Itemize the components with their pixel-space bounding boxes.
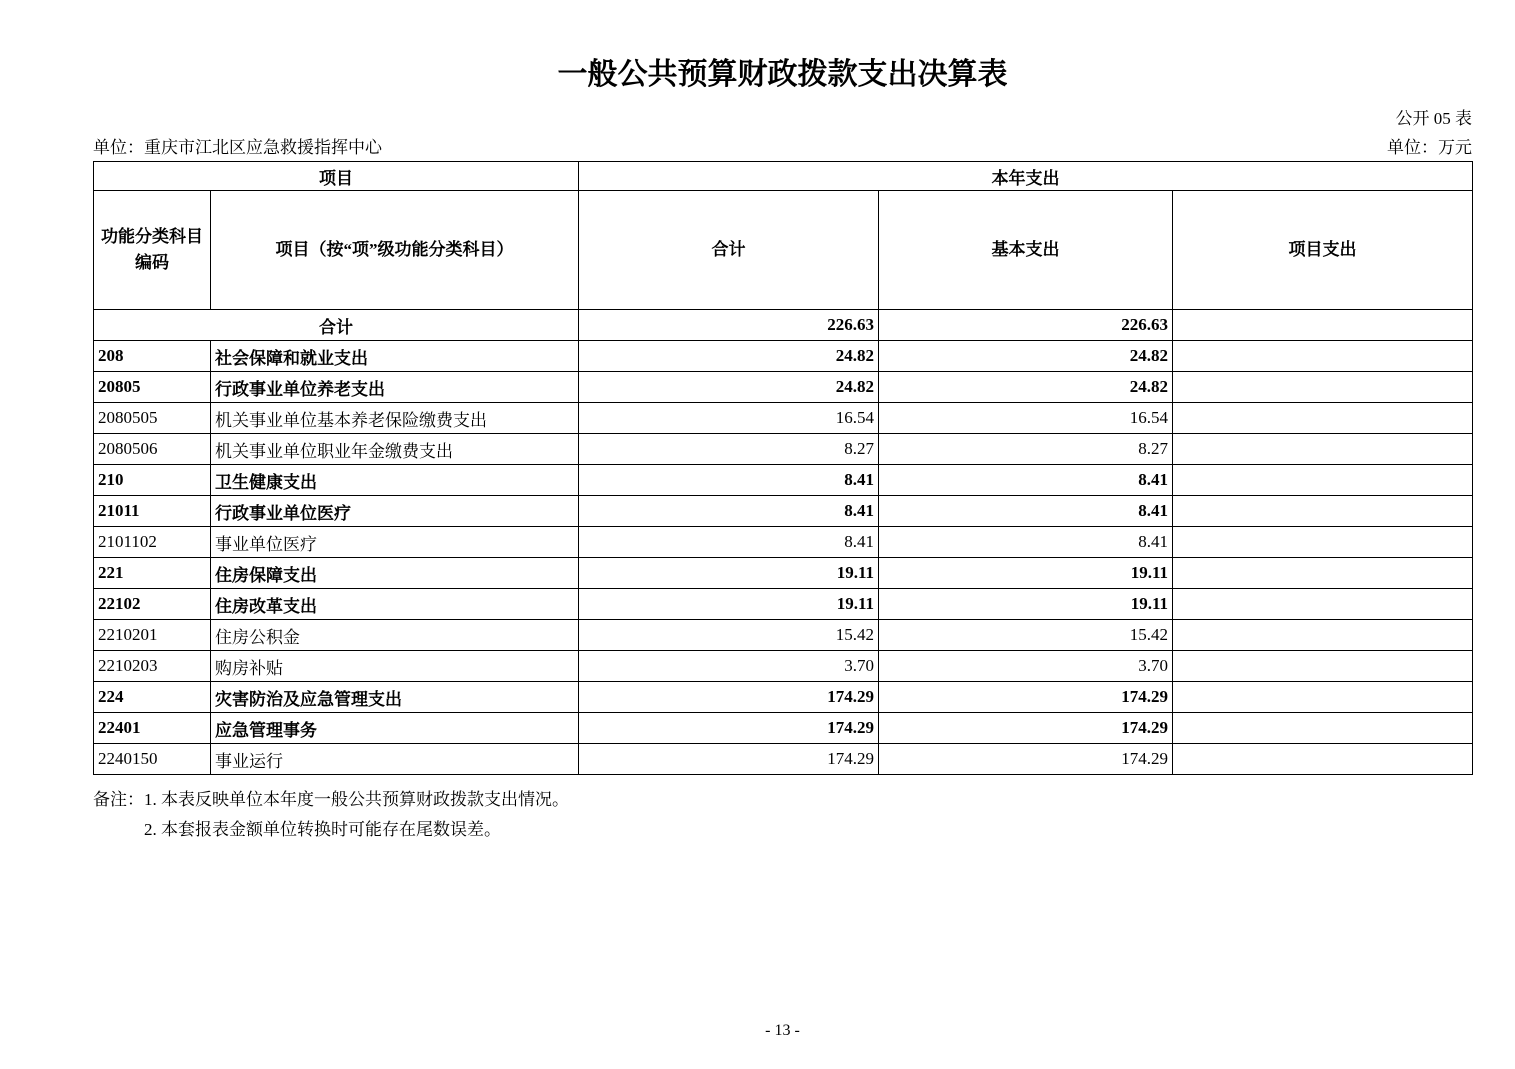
project-cell (1173, 744, 1473, 775)
code-cell: 22401 (94, 713, 211, 744)
total-cell: 24.82 (579, 372, 879, 403)
item-cell: 机关事业单位基本养老保险缴费支出 (211, 403, 579, 434)
basic-cell: 8.41 (879, 496, 1173, 527)
total-cell: 24.82 (579, 341, 879, 372)
item-cell: 行政事业单位医疗 (211, 496, 579, 527)
footnotes (93, 785, 1472, 845)
item-cell: 社会保障和就业支出 (211, 341, 579, 372)
total-cell: 19.11 (579, 589, 879, 620)
project-cell (1173, 310, 1473, 341)
basic-cell: 24.82 (879, 341, 1173, 372)
table-row (94, 465, 1473, 496)
document-page (93, 0, 1472, 1069)
code-cell: 22102 (94, 589, 211, 620)
table-row (94, 372, 1473, 403)
basic-cell: 174.29 (879, 744, 1173, 775)
table-row (94, 589, 1473, 620)
total-cell: 174.29 (579, 713, 879, 744)
total-cell: 8.41 (579, 465, 879, 496)
total-label-cell: 合计 (94, 310, 579, 341)
code-cell: 2080506 (94, 434, 211, 465)
table-row (94, 744, 1473, 775)
code-cell: 20805 (94, 372, 211, 403)
project-cell (1173, 713, 1473, 744)
item-cell: 卫生健康支出 (211, 465, 579, 496)
total-cell: 16.54 (579, 403, 879, 434)
header-columns-row (94, 191, 1473, 310)
header-group-item: 项目 (94, 162, 579, 191)
code-cell: 224 (94, 682, 211, 713)
item-cell: 灾害防治及应急管理支出 (211, 682, 579, 713)
item-cell: 事业运行 (211, 744, 579, 775)
basic-cell: 24.82 (879, 372, 1173, 403)
code-cell: 2210201 (94, 620, 211, 651)
project-cell (1173, 651, 1473, 682)
table-row (94, 403, 1473, 434)
total-cell: 226.63 (579, 310, 879, 341)
project-cell (1173, 372, 1473, 403)
basic-cell: 226.63 (879, 310, 1173, 341)
code-cell: 221 (94, 558, 211, 589)
total-cell: 8.27 (579, 434, 879, 465)
header-col-item: 项目（按“项”级功能分类科目） (211, 191, 579, 310)
total-cell: 3.70 (579, 651, 879, 682)
project-cell (1173, 341, 1473, 372)
basic-cell: 8.41 (879, 465, 1173, 496)
table-row-grand-total (94, 310, 1473, 341)
basic-cell: 16.54 (879, 403, 1173, 434)
footnote-line-1: 备注：1. 本表反映单位本年度一般公共预算财政拨款支出情况。 (93, 790, 569, 809)
code-cell: 210 (94, 465, 211, 496)
basic-cell: 174.29 (879, 682, 1173, 713)
basic-cell: 8.27 (879, 434, 1173, 465)
table-row (94, 682, 1473, 713)
project-cell (1173, 620, 1473, 651)
code-cell: 2210203 (94, 651, 211, 682)
table-row (94, 341, 1473, 372)
project-cell (1173, 589, 1473, 620)
page-title: 一般公共预算财政拨款支出决算表 (557, 58, 1008, 91)
header-col-code-line1: 功能分类科目 (101, 227, 203, 246)
project-cell (1173, 558, 1473, 589)
code-cell: 208 (94, 341, 211, 372)
table-code-label: 公开 05 表 (1395, 109, 1472, 128)
basic-cell: 8.41 (879, 527, 1173, 558)
total-cell: 174.29 (579, 682, 879, 713)
header-group-row (94, 162, 1473, 191)
item-cell: 住房保障支出 (211, 558, 579, 589)
total-cell: 8.41 (579, 496, 879, 527)
total-cell: 19.11 (579, 558, 879, 589)
page-number: - 13 - (765, 1022, 800, 1039)
footnote-line-2: 2. 本套报表金额单位转换时可能存在尾数误差。 (144, 820, 501, 839)
header-col-code (94, 191, 211, 310)
project-cell (1173, 527, 1473, 558)
project-cell (1173, 496, 1473, 527)
code-cell: 21011 (94, 496, 211, 527)
table-row (94, 434, 1473, 465)
table-row (94, 496, 1473, 527)
header-col-code-line2: 编码 (135, 253, 169, 272)
total-cell: 174.29 (579, 744, 879, 775)
item-cell: 行政事业单位养老支出 (211, 372, 579, 403)
table-row (94, 558, 1473, 589)
basic-cell: 3.70 (879, 651, 1173, 682)
expenditure-table (93, 161, 1473, 775)
project-cell (1173, 403, 1473, 434)
meta-row (93, 137, 1472, 159)
code-cell: 2101102 (94, 527, 211, 558)
basic-cell: 19.11 (879, 558, 1173, 589)
item-cell: 购房补贴 (211, 651, 579, 682)
project-cell (1173, 465, 1473, 496)
project-cell (1173, 434, 1473, 465)
header-col-project: 项目支出 (1173, 191, 1473, 310)
item-cell: 住房公积金 (211, 620, 579, 651)
table-row (94, 527, 1473, 558)
header-col-total: 合计 (579, 191, 879, 310)
project-cell (1173, 682, 1473, 713)
header-col-basic: 基本支出 (879, 191, 1173, 310)
table-row (94, 620, 1473, 651)
org-unit-label: 单位：重庆市江北区应急救援指挥中心 (93, 138, 382, 157)
total-cell: 8.41 (579, 527, 879, 558)
header-group-current-year: 本年支出 (579, 162, 1473, 191)
basic-cell: 15.42 (879, 620, 1173, 651)
basic-cell: 174.29 (879, 713, 1173, 744)
currency-unit-label: 单位：万元 (1387, 138, 1472, 157)
item-cell: 机关事业单位职业年金缴费支出 (211, 434, 579, 465)
total-cell: 15.42 (579, 620, 879, 651)
basic-cell: 19.11 (879, 589, 1173, 620)
item-cell: 事业单位医疗 (211, 527, 579, 558)
item-cell: 住房改革支出 (211, 589, 579, 620)
item-cell: 应急管理事务 (211, 713, 579, 744)
table-row (94, 713, 1473, 744)
code-cell: 2080505 (94, 403, 211, 434)
table-row (94, 651, 1473, 682)
code-cell: 2240150 (94, 744, 211, 775)
